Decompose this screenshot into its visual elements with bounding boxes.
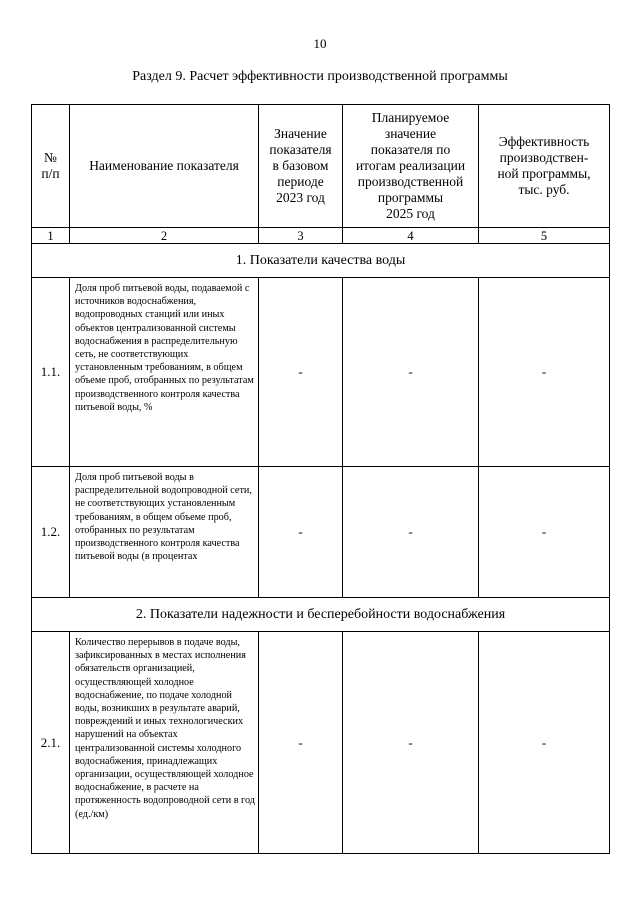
group-row: [32, 244, 610, 278]
table-row: [32, 467, 610, 598]
column-number: 2: [70, 228, 259, 244]
column-number: 3: [259, 228, 343, 244]
row-number: 1.2.: [32, 467, 70, 598]
column-number: 4: [343, 228, 479, 244]
planned-value: -: [343, 467, 479, 598]
base-value: -: [259, 467, 343, 598]
row-number: 2.1.: [32, 632, 70, 854]
header-row: [32, 105, 610, 228]
efficiency-table: [31, 104, 610, 854]
column-number: 1: [32, 228, 70, 244]
header-efficiency: Эффективность производствен- ной программы, тыс. руб.: [479, 105, 610, 228]
column-numbers-row: [32, 228, 610, 244]
group-title: 1. Показатели качества воды: [32, 244, 610, 278]
indicator-name: Доля проб питьевой воды в распределительной водопроводной сети, не соответствующих установленным требованиям, в общем объеме проб, отобранных по результатам производственного контроля качества питьевой воды (в процентах: [70, 467, 259, 598]
header-base-value: Значение показателя в базовом периоде 2023 год: [259, 105, 343, 228]
group-row: [32, 598, 610, 632]
table-row: [32, 278, 610, 467]
column-number: 5: [479, 228, 610, 244]
planned-value: -: [343, 632, 479, 854]
efficiency-value: -: [479, 278, 610, 467]
section-title: Раздел 9. Расчет эффективности производственной программы: [132, 69, 508, 84]
group-title: 2. Показатели надежности и бесперебойности водоснабжения: [32, 598, 610, 632]
base-value: -: [259, 278, 343, 467]
row-number: 1.1.: [32, 278, 70, 467]
page-number: 10: [313, 36, 327, 51]
base-value: -: [259, 632, 343, 854]
header-planned-value: Планируемое значение показателя по итогам реализации производственной программы 2025 год: [343, 105, 479, 228]
table-row: [32, 632, 610, 854]
header-number: № п/п: [32, 105, 70, 228]
planned-value: -: [343, 278, 479, 467]
indicator-name: Количество перерывов в подаче воды, зафиксированных в местах исполнения обязательств организацией, осуществляющей холодное водоснабжение, по подаче холодной воды, возникших в результате аварий, повреждений и иных технологических нарушений на объектах централизованной системы холодного водоснабжения, принадлежащих организации, осуществляющей холодное водоснабжение, в расчете на протяженность водопроводной сети в год (ед./км): [70, 632, 259, 854]
indicator-name: Доля проб питьевой воды, подаваемой с источников водоснабжения, водопроводных станций или иных объектов централизованной системы водоснабжения в распределительную сеть, не соответствующих установленным требованиям, в общем объеме проб, отобранных по результатам производственного контроля качества питьевой воды, %: [70, 278, 259, 467]
efficiency-value: -: [479, 467, 610, 598]
efficiency-value: -: [479, 632, 610, 854]
header-indicator-name: Наименование показателя: [70, 105, 259, 228]
